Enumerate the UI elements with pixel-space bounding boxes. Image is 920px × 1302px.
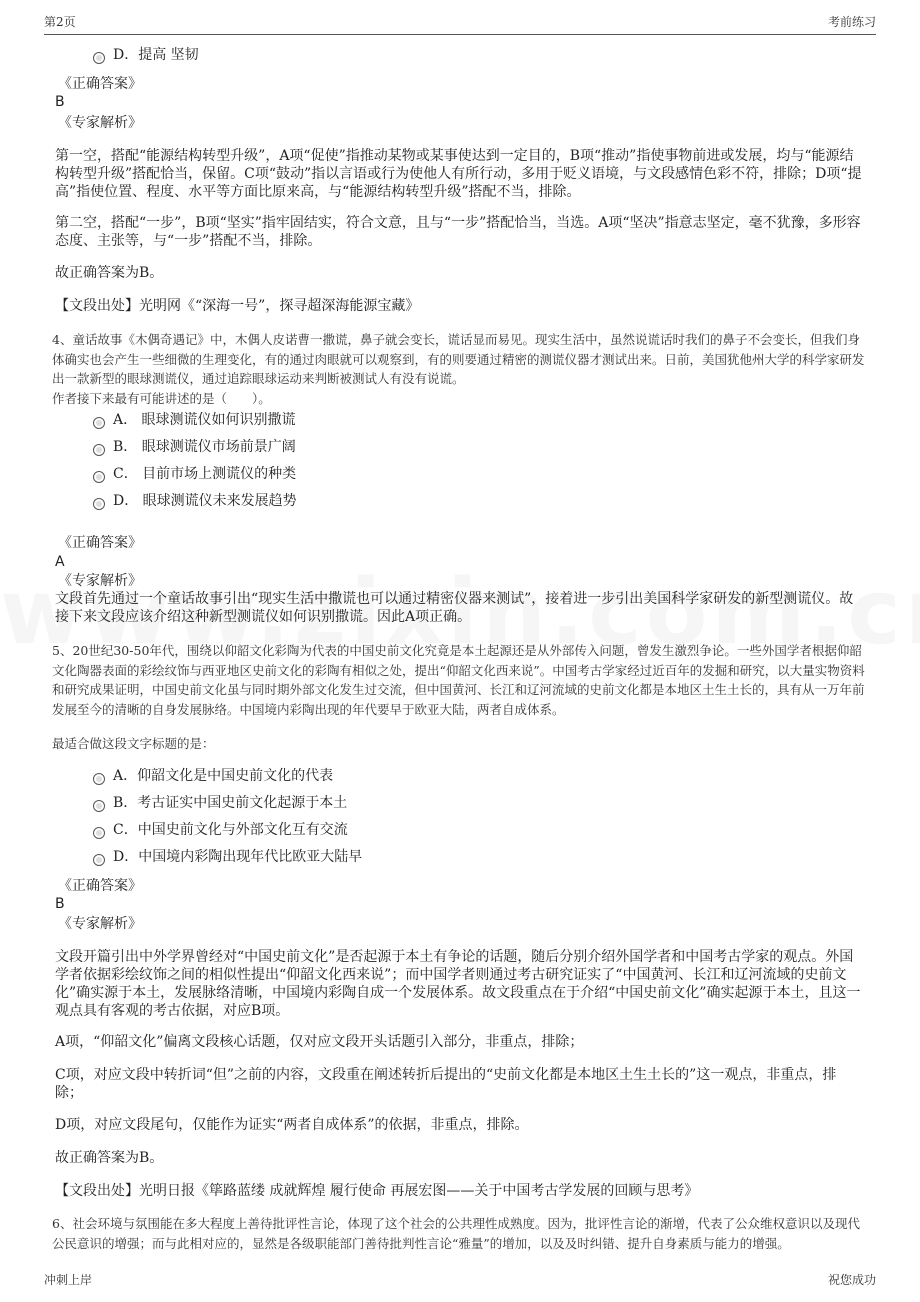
q5-stem: 5、20世纪30-50年代，围绕以仰韶文化彩陶为代表的中国史前文化究竟是本土起源还是从外部传入问题，曾发生激烈争论。一些外国学者根据仰韶文化陶器表面的彩绘纹饰与西亚地区史前文化的彩陶有相似之处，提出“仰韶文化西来说”。中国考古学家经过近百年的发掘和研究，以大量实物资料和研究成果证明，中国史前文化虽与同时期外部文化发生过交流，但中国黄河、长江和辽河流域的史前文化都是本地区土生土长的，具有从一万年前发展至今的清晰的自身发展脉络。中国境内彩陶出现的年代要早于欧亚大陆，两者自成体系。 bbox=[52, 643, 865, 717]
q4-option-b[interactable] bbox=[93, 438, 296, 456]
q4-question: 作者接下来最有可能讲述的是（ ）。 bbox=[52, 391, 271, 406]
q3-conclusion: 故正确答案为B。 bbox=[55, 265, 164, 281]
radio-icon[interactable] bbox=[93, 471, 105, 483]
page-footer bbox=[44, 1271, 876, 1288]
radio-icon[interactable] bbox=[93, 800, 105, 812]
page-header bbox=[44, 13, 876, 35]
q3-answer: B bbox=[55, 94, 65, 110]
page-number-label: 第2页 bbox=[44, 15, 76, 29]
q3-analysis-label: 《专家解析》 bbox=[58, 115, 142, 131]
q4-stem: 4、童话故事《木偶奇遇记》中，木偶人皮诺曹一撒谎，鼻子就会变长，谎话显而易见。现实生活中，虽然说谎话时我们的鼻子不会变长，但我们身体确实也会产生一些细微的生理变化，有的通过肉眼就可以观察到，有的则要通过精密的测谎仪器才测试出来。日前，美国犹他州大学的科学家研发出一款新型的眼球测谎仪，通过追踪眼球运动来判断被测试人有没有说谎。 bbox=[52, 332, 865, 386]
q5-answer-label: 《正确答案》 bbox=[58, 878, 142, 894]
option-label: D．中国境内彩陶出现年代比欧亚大陆早 bbox=[113, 849, 363, 865]
q5-analysis-p2: A项，“仰韶文化”偏离文段核心话题，仅对应文段开头话题引入部分，非重点，排除； bbox=[55, 1034, 584, 1050]
option-label: D．提高 坚韧 bbox=[113, 47, 199, 63]
q3-answer-label: 《正确答案》 bbox=[58, 76, 142, 92]
q5-source: 【文段出处】光明日报《筚路蓝缕 成就辉煌 履行使命 再展宏图——关于中国考古学发展的回顾与思考》 bbox=[55, 1183, 699, 1199]
q5-analysis-p4: D项，对应文段尾句，仅能作为证实“两者自成体系”的依据，非重点，排除。 bbox=[55, 1117, 529, 1133]
q4-option-a[interactable] bbox=[93, 411, 296, 429]
option-label: C． 目前市场上测谎仪的种类 bbox=[113, 466, 297, 482]
q4-option-d[interactable] bbox=[93, 492, 297, 510]
option-label: A． 眼球测谎仪如何识别撒谎 bbox=[113, 412, 296, 428]
footer-right-label: 祝您成功 bbox=[827, 1273, 876, 1287]
q4-analysis: 文段首先通过一个童话故事引出“现实生活中撒谎也可以通过精密仪器来测试”，接着进一步引出美国科学家研发的新型测谎仪。故接下来文段应该介绍这种新型测谎仪如何识别撒谎。因此A项正确。 bbox=[55, 591, 854, 625]
option-label: A．仰韶文化是中国史前文化的代表 bbox=[113, 768, 334, 784]
option-label: B． 眼球测谎仪市场前景广阔 bbox=[113, 439, 296, 455]
q5-option-b[interactable] bbox=[93, 794, 347, 812]
q3-analysis-p1: 第一空，搭配“能源结构转型升级”，A项“促使”指推动某物或某事使达到一定目的，B项“推动”指使事物前进或发展，均与“能源结构转型升级”搭配恰当，保留。C项“鼓动”指以言语或行为使他人有所行动，多用于贬义语境，与文段感情色彩不符，排除；D项“提高”指使位置、程度、水平等方面比原来高，与“能源结构转型升级”搭配不当，排除。 bbox=[55, 148, 862, 200]
q4-answer: A bbox=[55, 554, 65, 570]
q5-option-d[interactable] bbox=[93, 848, 362, 866]
radio-icon[interactable] bbox=[93, 773, 105, 785]
q5-analysis-p1: 文段开篇引出中外学界曾经对“中国史前文化”是否起源于本土有争论的话题，随后分别介绍外国学者和中国考古学家的观点。外国学者依据彩绘纹饰之间的相似性提出“仰韶文化西来说”；而中国学者则通过考古研究证实了“中国黄河、长江和辽河流域的史前文化”确实源于本土，发展脉络清晰，中国境内彩陶自成一个发展体系。故文段重点在于介绍“中国史前文化”确实起源于本土，且这一观点具有客观的考古依据，对应B项。 bbox=[55, 949, 861, 1019]
q6-stem: 6、社会环境与氛围能在多大程度上善待批评性言论，体现了这个社会的公共理性成熟度。因为，批评性言论的渐增，代表了公众维权意识以及现代公民意识的增强；而与此相对应的，显然是各级职能部门善待批判性言论“雅量”的增加，以及及时纠错、提升自身素质与能力的增强。 bbox=[52, 1216, 860, 1251]
option-label: B．考古证实中国史前文化起源于本土 bbox=[113, 795, 348, 811]
q4-option-c[interactable] bbox=[93, 465, 296, 483]
q5-option-c[interactable] bbox=[93, 821, 348, 839]
q3-analysis-p2: 第二空，搭配“一步”，B项“坚实”指牢固结实，符合文意，且与“一步”搭配恰当，当选。A项“坚决”指意志坚定，毫不犹豫，多形容态度、主张等，与“一步”搭配不当，排除。 bbox=[55, 215, 861, 249]
q5-question: 最适合做这段文字标题的是： bbox=[52, 736, 215, 751]
q3-option-d[interactable] bbox=[93, 46, 199, 64]
radio-icon[interactable] bbox=[93, 444, 105, 456]
q4-answer-label: 《正确答案》 bbox=[58, 535, 142, 551]
radio-icon[interactable] bbox=[93, 827, 105, 839]
radio-icon[interactable] bbox=[93, 52, 105, 64]
q3-source: 【文段出处】光明网《“深海一号”，探寻超深海能源宝藏》 bbox=[55, 298, 420, 314]
q5-conclusion: 故正确答案为B。 bbox=[55, 1150, 164, 1166]
radio-icon[interactable] bbox=[93, 417, 105, 429]
footer-left-label: 冲刺上岸 bbox=[44, 1273, 93, 1287]
header-right-label: 考前练习 bbox=[827, 15, 876, 29]
q5-option-a[interactable] bbox=[93, 767, 333, 785]
q4-analysis-label: 《专家解析》 bbox=[58, 573, 142, 589]
radio-icon[interactable] bbox=[93, 854, 105, 866]
radio-icon[interactable] bbox=[93, 498, 105, 510]
q5-analysis-label: 《专家解析》 bbox=[58, 916, 142, 932]
q5-analysis-p3: C项，对应文段中转折词“但”之前的内容，文段重在阐述转折后提出的“史前文化都是本地区土生土长的”这一观点，非重点，排除； bbox=[55, 1067, 837, 1101]
option-label: C．中国史前文化与外部文化互有交流 bbox=[113, 822, 348, 838]
q5-answer: B bbox=[55, 896, 65, 912]
option-label: D． 眼球测谎仪未来发展趋势 bbox=[113, 493, 297, 509]
